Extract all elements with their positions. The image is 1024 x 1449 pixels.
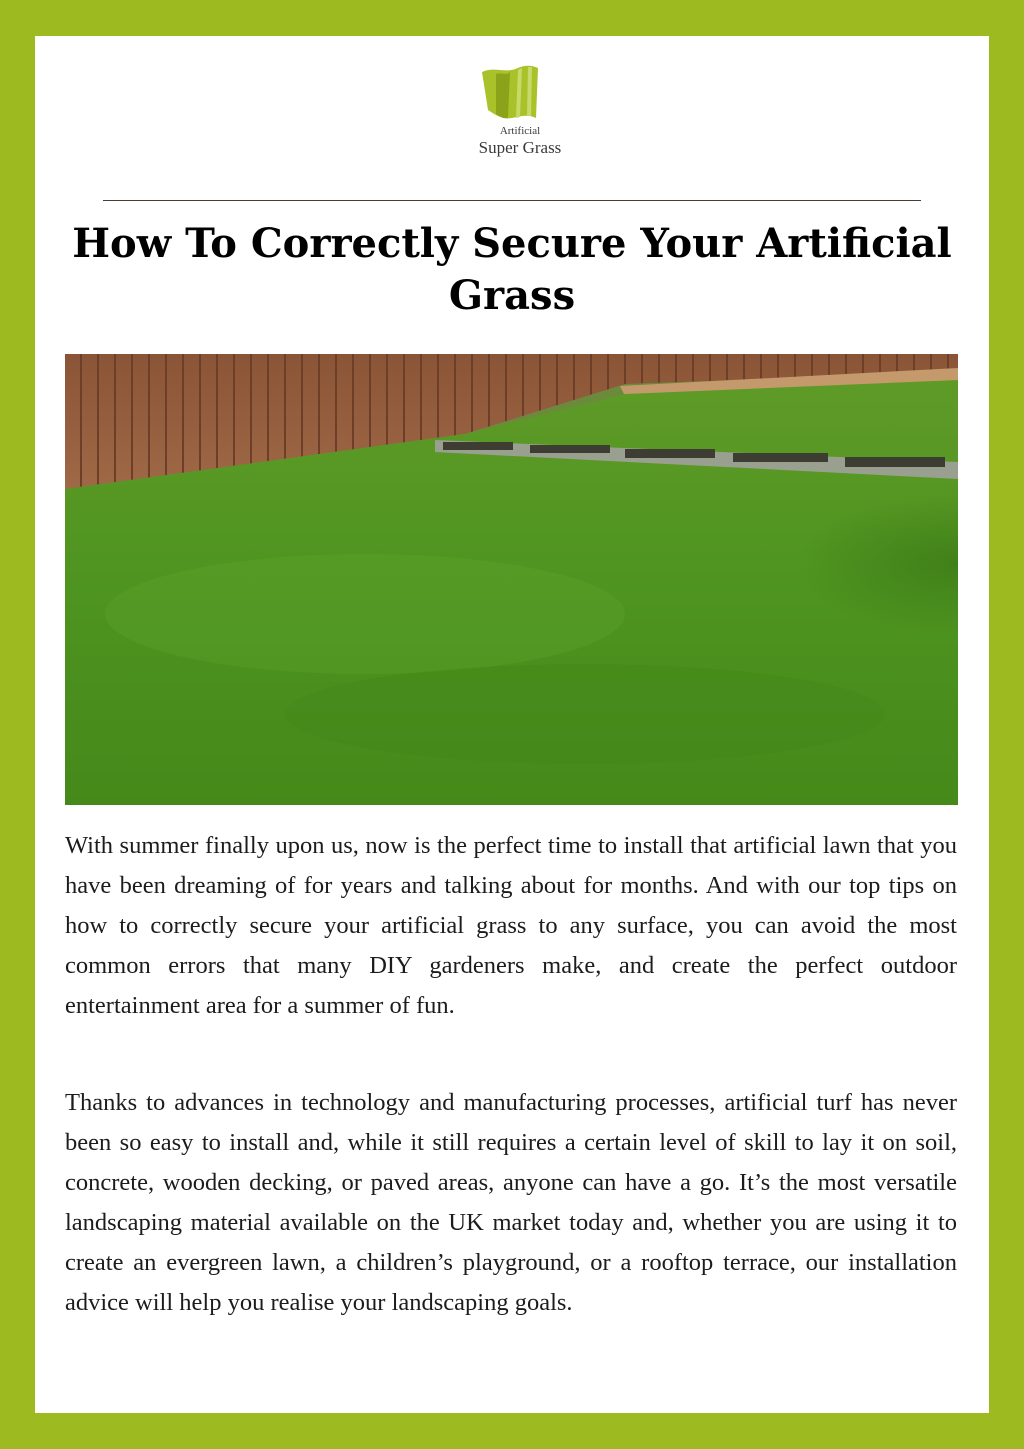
brand-logo <box>460 64 580 169</box>
document-page <box>35 36 989 1413</box>
intro-paragraph: With summer finally upon us, now is the perfect time to install that artificial lawn that you have been dreaming of for years and talking about for months. And with our top tips on how to correctly secure your artificial grass to any surface, you can avoid the most common errors that many DIY gardeners make, and create the perfect outdoor entertainment area for a summer of fun. <box>65 832 957 1019</box>
hero-image <box>65 354 958 805</box>
divider <box>103 200 921 201</box>
page-title: How To Correctly Secure Your Artificial Grass <box>72 220 952 319</box>
grass-flag-icon <box>476 64 546 122</box>
logo-text-artificial: Artificial <box>499 125 541 137</box>
logo-text-super-grass: Super Grass <box>478 138 562 157</box>
body-paragraph: Thanks to advances in technology and manufacturing processes, artificial turf has never been so easy to install and, while it still requires a certain level of skill to lay it on soil, concrete, wooden decking, or paved areas, anyone can have a go. It’s the most versatile landscaping material available on the UK market today and, whether you are using it to create an evergreen lawn, a children’s playground, or a rooftop terrace, our installation advice will help you realise your landscaping goals. <box>65 1089 957 1316</box>
